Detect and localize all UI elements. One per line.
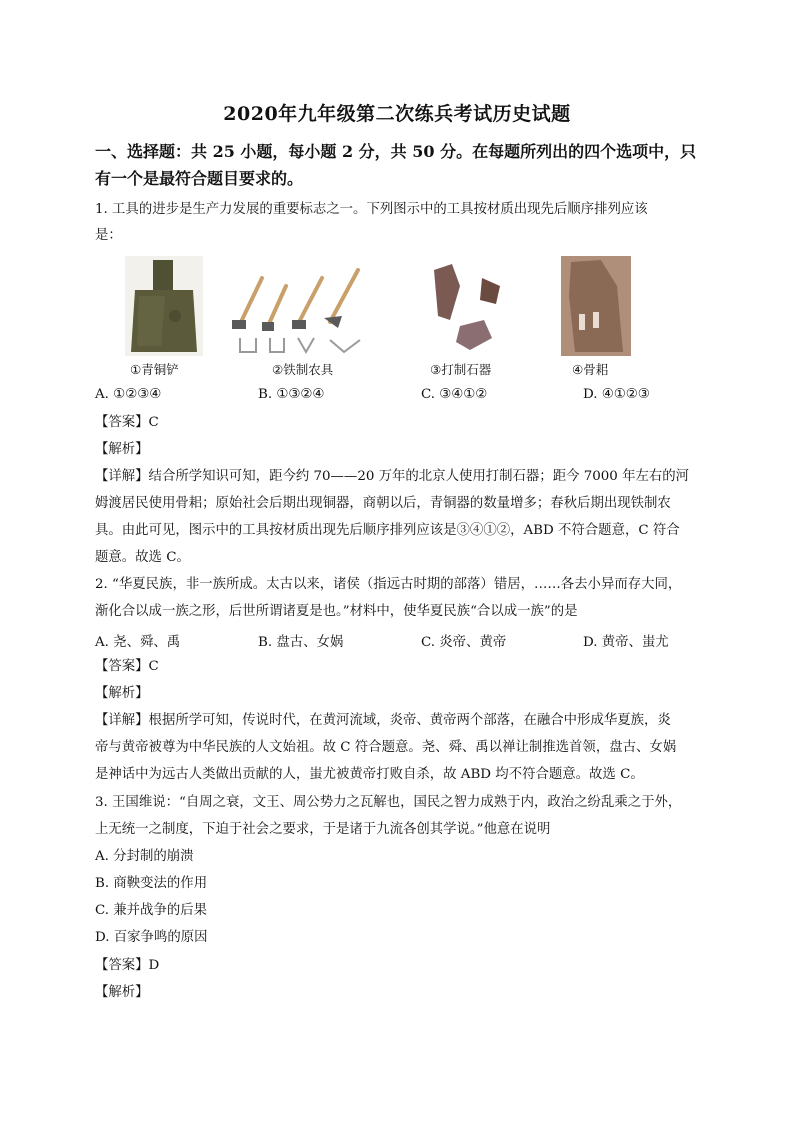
q2-option-c: C. 炎帝、黄帝 xyxy=(421,635,507,650)
caption-stone-tools: ③打制石器 xyxy=(430,362,492,377)
q2-answer: 【答案】C xyxy=(95,659,159,674)
section-heading: 一、选择题：共 25 小题，每小题 2 分，共 50 分。在每题所列出的四个选项中，只有一个是最符合题目要求的。 xyxy=(95,142,697,188)
q1-stem-line-1: 1. 工具的进步是生产力发展的重要标志之一。下列图示中的工具按材质出现先后顺序排列应该 xyxy=(95,202,648,217)
q1-answer: 【答案】C xyxy=(95,415,159,430)
q3-option-a: A. 分封制的崩溃 xyxy=(95,849,194,864)
q2-detail-line-3: 是神话中为远古人类做出贡献的人，蚩尤被黄帝打败自杀，故 ABD 均不符合题意。故选 C。 xyxy=(95,767,644,782)
exam-title: 2020年九年级第二次练兵考试历史试题 xyxy=(223,103,571,125)
q2-option-d: D. 黄帝、蚩尤 xyxy=(583,635,669,650)
q3-option-b: B. 商鞅变法的作用 xyxy=(95,876,208,891)
iron-tools-image xyxy=(226,256,376,356)
q1-option-d: D. ④①②③ xyxy=(583,387,650,402)
q3-stem-line-2: 上无统一之制度，下迫于社会之要求，于是诸于九流各创其学说。”他意在说明 xyxy=(95,822,551,837)
bone-spade-image xyxy=(561,256,631,356)
caption-bronze-spade: ①青铜铲 xyxy=(130,362,179,377)
q1-detail-line-3: 具。由此可见，图示中的工具按材质出现先后顺序排列应该是③④①②，ABD 不符合题意，C 符合 xyxy=(95,523,680,538)
q1-analysis: 【解析】 xyxy=(95,442,149,457)
q3-stem-line-1: 3. 王国维说：“自周之衰，文王、周公势力之瓦解也，国民之智力成熟于内，政治之纷乱乘之于外， xyxy=(95,795,682,810)
caption-iron-tools: ②铁制农具 xyxy=(272,362,334,377)
q1-option-b: B. ①③②④ xyxy=(258,387,325,402)
q1-detail-line-4: 题意。故选 C。 xyxy=(95,550,190,565)
q2-detail-line-2: 帝与黄帝被尊为中华民族的人文始祖。故 C 符合题意。尧、舜、禹以禅让制推选首领，盘古、女娲 xyxy=(95,740,677,755)
q3-option-c: C. 兼并战争的后果 xyxy=(95,903,208,918)
q2-detail-line-1: 【详解】根据所学可知，传说时代，在黄河流域，炎帝、黄帝两个部落，在融合中形成华夏族，炎 xyxy=(95,713,671,728)
q2-stem-line-2: 渐化合以成一族之形，后世所谓诸夏是也。”材料中，使华夏民族“合以成一族”的是 xyxy=(95,604,578,619)
q1-option-c: C. ③④①② xyxy=(421,387,488,402)
stone-tools-image xyxy=(430,256,510,356)
q3-option-d: D. 百家争鸣的原因 xyxy=(95,930,208,945)
q1-option-a: A. ①②③④ xyxy=(95,387,162,402)
q1-detail-line-2: 姆渡居民使用骨耜；原始社会后期出现铜器，商朝以后，青铜器的数量增多；春秋后期出现铁制农 xyxy=(95,496,671,511)
q2-option-a: A. 尧、舜、禹 xyxy=(95,635,181,650)
bronze-spade-image xyxy=(125,256,203,356)
q1-detail-line-1: 【详解】结合所学知识可知，距今约 70——20 万年的北京人使用打制石器；距今 7000 年左右的河 xyxy=(95,469,690,484)
caption-bone-spade: ④骨耜 xyxy=(572,362,609,377)
q2-option-b: B. 盘古、女娲 xyxy=(258,635,344,650)
q2-stem-line-1: 2. “华夏民族，非一族所成。太古以来，诸侯（指远古时期的部落）错居，……各去小异而存大同， xyxy=(95,577,682,592)
q1-stem-line-2: 是： xyxy=(95,228,122,243)
q3-answer: 【答案】D xyxy=(95,958,160,973)
q3-analysis: 【解析】 xyxy=(95,985,149,1000)
q2-analysis: 【解析】 xyxy=(95,686,149,701)
